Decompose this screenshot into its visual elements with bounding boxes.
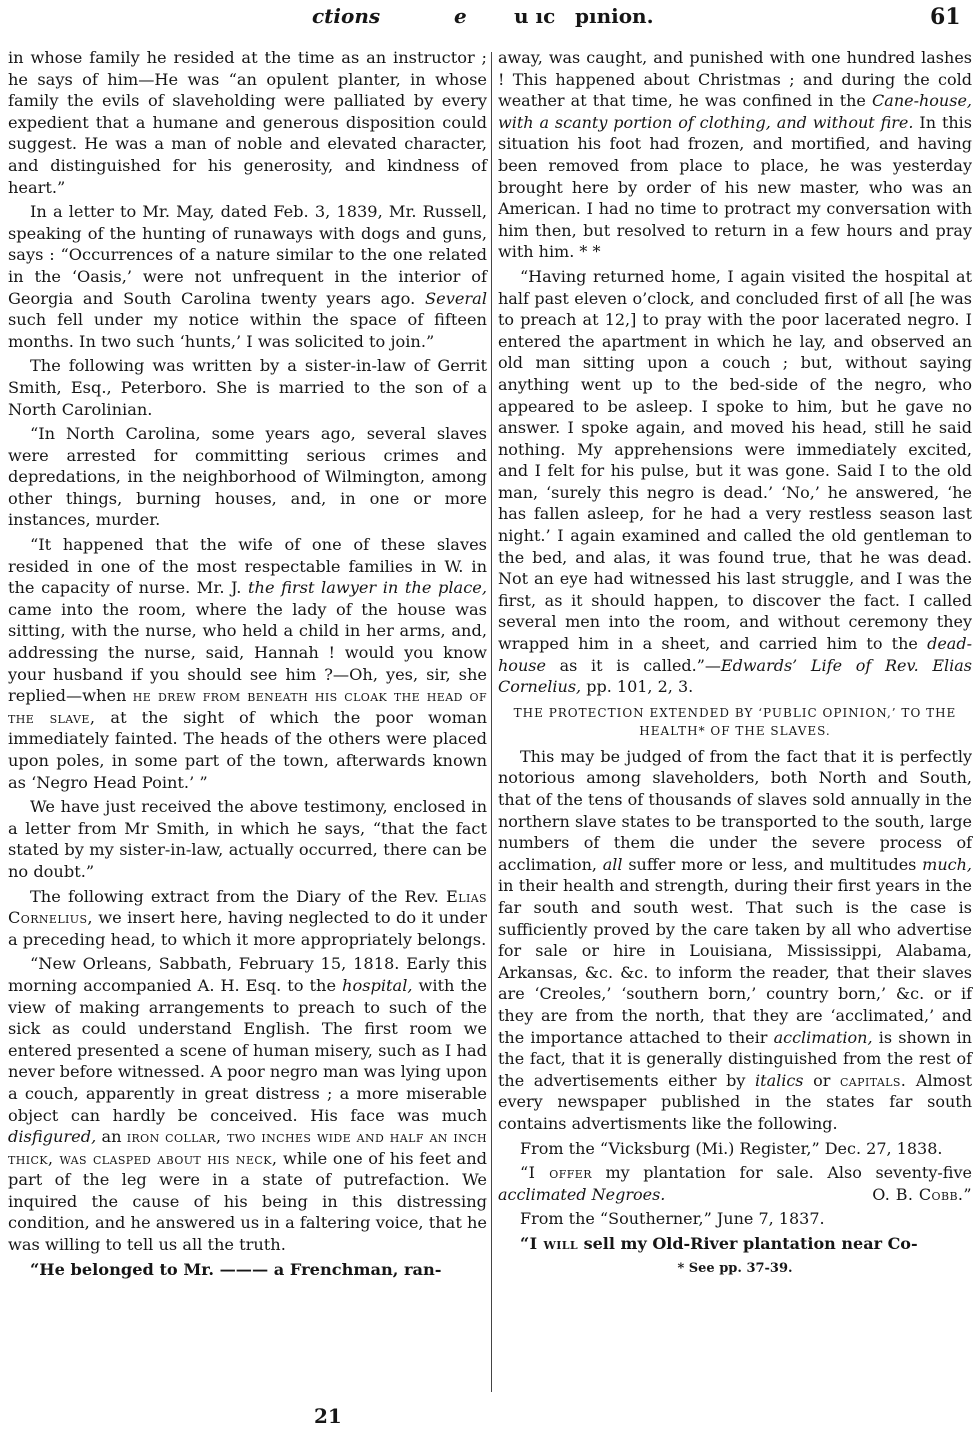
- paragraph: “It happened that the wife of one of these slaves resided in one of the most respectable families in W. in the capacity of nurse. Mr. J. the first lawyer in the place, came into the room, where the lady of the house was sitting, with the nurse, who held a child in her arms, and, addressing the nurse, said, Hannah ! would you know your husband if you should see him ?—Oh, yes, sir, she replied—when he drew from beneath his cloak the head of the slave, at the sight of which the poor woman immediately fainted. The heads of the others were placed upon poles, in some part of the town, afterwards known as ‘Negro Head Point.’ ”: [8, 535, 487, 792]
- left-column: [8, 47, 487, 1283]
- column-divider: [491, 52, 492, 1392]
- running-header: [0, 0, 980, 40]
- paragraph: “I offer my plantation for sale. Also seventy-five acclimated Negroes. O. B. Cobb.”: [498, 1163, 972, 1204]
- right-column: [498, 47, 972, 1280]
- paragraph: We have just received the above testimony, enclosed in a letter from Mr Smith, in which he says, “that the fact stated by my sister-in-law, actually occurred, there can be no doubt.”: [8, 797, 487, 881]
- paragraph: From the “Vicksburg (Mi.) Register,” Dec. 27, 1838.: [520, 1138, 943, 1158]
- paragraph: “New Orleans, Sabbath, February 15, 1818. Early this morning accompanied A. H. Esq. to the hospital, with the view of making arrangements to preach to such of the sick as could understand English. The first room we entered presented a scene of human misery, such as I had never before witnessed. A poor negro man was lying upon a couch, apparently in great distress ; a more miserable object can hardly be conceived. His face was much disfigured, an iron collar, two inches wide and half an inch thick, was clasped about his neck, while one of his feet and part of the leg were in a state of putrefaction. We inquired the cause of his being in this distressing condition, and he answered us in a faltering voice, that he was willing to tell us all the truth.: [8, 954, 487, 1255]
- page-number: 61: [930, 4, 961, 30]
- paragraph: The following was written by a sister-in-law of Gerrit Smith, Esq., Peterboro. She is married to the son of a North Carolinian.: [8, 356, 487, 419]
- header-fragment: ctions: [312, 4, 381, 28]
- section-heading: THE PROTECTION EXTENDED BY ‘PUBLIC OPINION,’ TO THE HEALTH* OF THE SLAVES.: [513, 705, 957, 738]
- paragraph: In a letter to Mr. May, dated Feb. 3, 1839, Mr. Russell, speaking of the hunting of runaways with dogs and guns, says : “Occurrences of a nature similar to the one related in the ‘Oasis,’ were not unfrequent in the interior of Georgia and South Carolina twenty years ago. Several such fell under my notice within the space of fifteen months. In two such ‘hunts,’ I was solicited to join.”: [8, 202, 487, 351]
- paragraph: “He belonged to Mr. ——— a Frenchman, ran-: [30, 1259, 442, 1279]
- paragraph: “Having returned home, I again visited the hospital at half past eleven o’clock, and concluded first of all [he was to preach at 12,] to pray with the poor lacerated negro. I entered the apartment in which he lay, and observed an old man sitting upon a couch ; but, without saying anything went up to the bed-side of the negro, who appeared to be asleep. I spoke to him, but he gave no answer. I spoke again, and moved his head, still he said nothing. My apprehensions were immediately excited, and I felt for his pulse, but it was gone. Said I to the old man, ‘surely this negro is dead.’ ‘No,’ he answered, ‘he has fallen asleep, for he had a very restless season last night.’ I again examined and called the old gentleman to the bed, and alas, it was found true, that he was dead. Not an eye had witnessed his last struggle, and I was the first, as it should happen, to discover the fact. I called several men into the room, and without ceremony they wrapped him in a sheet, and carried him to the dead-house as it is called.”—Edwards’ Life of Rev. Elias Cornelius, pp. 101, 2, 3.: [498, 266, 973, 697]
- paragraph: “In North Carolina, some years ago, several slaves were arrested for committing serious crimes and depredations, in the neighborhood of Wilmington, among other things, burning houses, and, in one or more instances, murder.: [8, 424, 487, 530]
- signature-mark: 21: [314, 1404, 342, 1428]
- header-fragment: e: [454, 4, 467, 28]
- paragraph: away, was caught, and punished with one hundred lashes ! This happened about Christmas ; and during the cold weather at that time, he was confined in the Cane-house, with a scanty portion of clothing, and without fire. In this situation his foot had frozen, and mortified, and having been removed from place to place, he was yesterday brought here by order of his new master, who was an American. I had no time to protract my conversation with him then, but resolved to return in a few hours and pray with him. * *: [498, 48, 973, 262]
- header-fragment: pınion.: [575, 4, 654, 28]
- paragraph: “I will sell my Old-River plantation near Co-: [520, 1233, 918, 1253]
- paragraph: This may be judged of from the fact that it is perfectly notorious among slaveholders, both North and South, that of the tens of thousands of slaves sold annually in the northern slave states to be transported to the south, large numbers of them die under the severe process of acclimation, all suffer more or less, and multitudes much, in their health and strength, during their first years in the far south and south west. That such is the case is sufficiently proved by the care taken by all who advertise for sale or hire in Louisiana, Mississippi, Alabama, Arkansas, &c. &c. to inform the reader, that their slaves are ‘Creoles,’ ‘southern born,’ country born,’ &c. or if they are from the north, that they are ‘acclimated,’ and the importance attached to their acclimation, is shown in the fact, that it is generally distinguished from the rest of the advertisements either by italics or capitals. Almost every newspaper published in the states far south contains advertisments like the following.: [498, 746, 973, 1133]
- paragraph: The following extract from the Diary of the Rev. Elias Cornelius, we insert here, having neglected to do it under a preceding head, to which it more appropriately belongs.: [8, 886, 487, 949]
- footnote: * See pp. 37-39.: [677, 1261, 793, 1277]
- paragraph: in whose family he resided at the time as an instructor ; he says of him—He was “an opulent planter, in whose family the evils of slaveholding were palliated by every expedient that a humane and generous disposition could suggest. He was a man of noble and elevated character, and distinguished for his generosity, and kindness of heart.”: [8, 48, 487, 197]
- header-fragment: u ıc: [514, 4, 556, 28]
- paragraph: From the “Southerner,” June 7, 1837.: [520, 1209, 825, 1229]
- signature-text: O. B. Cobb.”: [872, 1184, 972, 1204]
